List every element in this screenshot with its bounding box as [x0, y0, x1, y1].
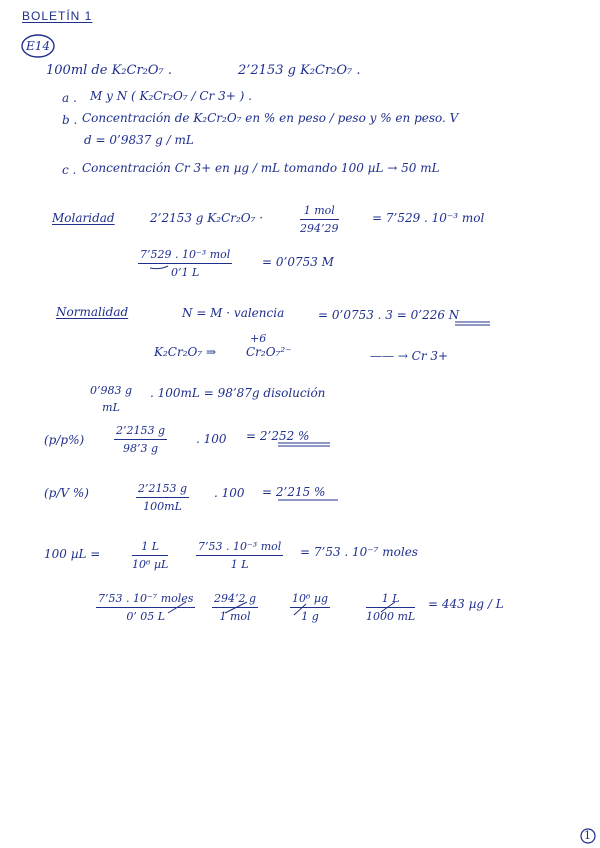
pp-num: 2’2153 g: [114, 424, 167, 440]
given-volume: 100ml de K₂Cr₂O₇ .: [46, 63, 173, 78]
normalidad-formula: N = M · valencia: [182, 306, 285, 320]
part-c-g1: [96, 592, 195, 623]
pp-label: (p/p%): [44, 433, 85, 447]
part-c-g3-num: 10⁶ µg: [290, 592, 330, 608]
pv-fraction: [136, 482, 189, 513]
normalidad-calc: = 0’0753 . 3 = 0’226 N: [318, 308, 460, 322]
pp-fraction: [114, 424, 167, 455]
molaridad-line2-den: 0’1 L: [170, 266, 200, 279]
part-c-final: = 443 µg / L: [428, 597, 504, 611]
part-c-g4-num: 1 L: [366, 592, 415, 608]
pp-den: 98’3 g: [123, 442, 159, 455]
part-a-text: M y N ( K₂Cr₂O₇ / Cr 3+ ) .: [90, 89, 252, 103]
part-c-f2-num: 7’53 . 10⁻³ mol: [196, 540, 283, 556]
reaction-left: K₂Cr₂O₇ ⇒: [154, 345, 217, 359]
part-c-g4-den: 1000 mL: [366, 610, 416, 623]
pv-den: 100mL: [143, 500, 182, 513]
pv-num: 2’2153 g: [136, 482, 189, 498]
part-a-letter: a .: [62, 91, 77, 105]
disolucion-fraction: [88, 384, 134, 414]
pp-rest: . 100: [196, 432, 227, 446]
part-c-f1-den: 10⁶ µL: [132, 558, 169, 571]
molaridad-line2-result: = 0’0753 M: [262, 255, 334, 269]
pv-label: (p/V %): [44, 486, 89, 500]
molaridad-line2-num: 7’529 . 10⁻³ mol: [138, 248, 232, 264]
pp-result: = 2’252 %: [246, 429, 310, 443]
part-c-g3-den: 1 g: [301, 610, 319, 623]
part-b-density: d = 0’9837 g / mL: [84, 133, 194, 147]
part-c-g1-num: 7’53 . 10⁻⁷ moles: [96, 592, 195, 608]
part-c-text: Concentración Cr 3+ en µg / mL tomando 100 µL → 50 mL: [82, 161, 440, 175]
pv-result: = 2’215 %: [262, 485, 326, 499]
part-c-g2-num: 294’2 g: [212, 592, 258, 608]
molaridad-fraction: [300, 204, 339, 235]
molaridad-frac-num: 1 mol: [300, 204, 339, 220]
part-b-letter: b .: [62, 113, 78, 127]
pv-rest: . 100: [214, 486, 245, 500]
part-c-f1-num: 1 L: [132, 540, 168, 556]
molaridad-label: Molaridad: [52, 211, 115, 225]
pp-result-underline: [278, 443, 330, 446]
molaridad-line2-fraction: [138, 248, 232, 279]
part-c-frac1: [132, 540, 168, 571]
disolucion-rest: . 100mL = 98’87g disolución: [150, 386, 326, 400]
part-c-g2-den: 1 mol: [219, 610, 251, 623]
reaction-charge: +6: [250, 332, 267, 345]
part-c-g2: [212, 592, 258, 623]
molaridad-result: = 7’529 . 10⁻³ mol: [372, 211, 485, 225]
part-c-lead: 100 µL =: [44, 547, 101, 561]
exercise-label: E14: [26, 39, 51, 53]
document-title: BOLETÍN 1: [22, 9, 93, 23]
exercise-circle: [22, 35, 54, 57]
molaridad-expr: 2’2153 g K₂Cr₂O₇ ·: [150, 211, 264, 225]
disolucion-num: 0’983 g: [90, 384, 133, 397]
molaridad-frac-den: 294’29: [300, 222, 339, 235]
reaction-mid: Cr₂O₇²⁻: [246, 345, 292, 359]
part-b-text: Concentración de K₂Cr₂O₇ en % en peso / peso y % en peso. V: [82, 111, 459, 125]
part-c-g3: [290, 592, 330, 623]
reaction-right: —— → Cr 3+: [370, 349, 449, 363]
part-c-letter: c .: [62, 163, 77, 177]
part-c-g1-den: 0’ 05 L: [126, 610, 166, 623]
part-c-frac2: [196, 540, 283, 571]
part-c-result: = 7’53 . 10⁻⁷ moles: [300, 545, 418, 559]
cancel-strokes: [168, 602, 395, 615]
part-c-f2-den: 1 L: [230, 558, 249, 571]
given-mass: 2’2153 g K₂Cr₂O₇ .: [238, 63, 361, 78]
disolucion-den: mL: [102, 401, 120, 414]
normalidad-label: Normalidad: [56, 305, 129, 319]
page-number: 1: [584, 829, 591, 842]
part-c-g4: [366, 592, 415, 623]
